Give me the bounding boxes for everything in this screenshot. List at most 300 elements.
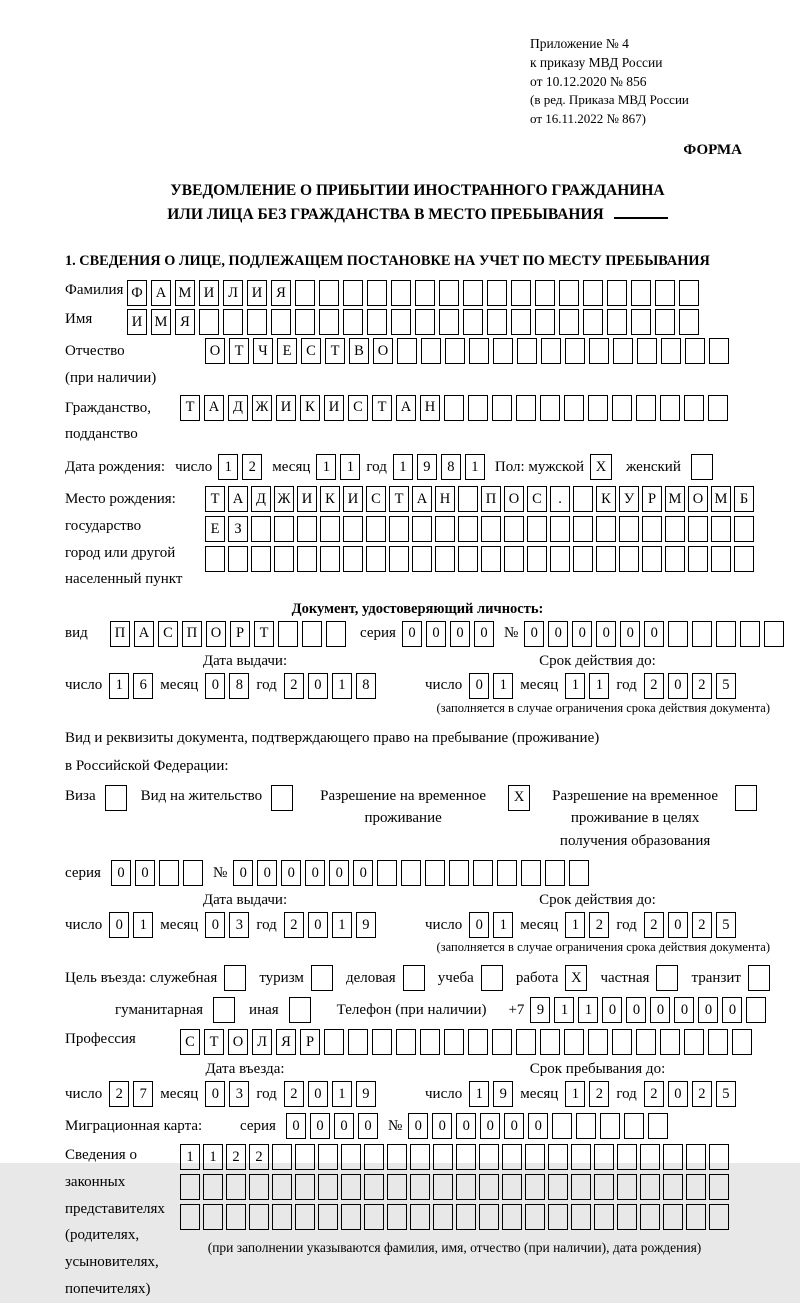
char-cell[interactable]: 1	[316, 454, 336, 480]
char-cell[interactable]	[564, 395, 584, 421]
char-cell[interactable]: О	[205, 338, 225, 364]
char-cell[interactable]	[617, 1204, 637, 1230]
char-cell[interactable]	[412, 546, 432, 572]
char-cell[interactable]	[493, 338, 513, 364]
char-cell[interactable]: 0	[135, 860, 155, 886]
char-cell[interactable]	[343, 280, 363, 306]
char-cell[interactable]	[648, 1113, 668, 1139]
char-cell[interactable]	[571, 1174, 591, 1200]
char-cell[interactable]: 5	[716, 673, 736, 699]
char-cell[interactable]	[527, 516, 547, 542]
char-cell[interactable]: Р	[642, 486, 662, 512]
char-cell[interactable]: 0	[456, 1113, 476, 1139]
char-cell[interactable]	[636, 1029, 656, 1055]
char-cell[interactable]	[732, 1029, 752, 1055]
char-cell[interactable]	[668, 621, 688, 647]
char-cell[interactable]	[410, 1204, 430, 1230]
char-cell[interactable]: .	[550, 486, 570, 512]
char-cell[interactable]: С	[158, 621, 178, 647]
char-cell[interactable]	[387, 1144, 407, 1170]
char-cell[interactable]	[540, 1029, 560, 1055]
char-cell[interactable]: Д	[251, 486, 271, 512]
char-cell[interactable]	[617, 1174, 637, 1200]
char-cell[interactable]: 0	[426, 621, 446, 647]
char-cell[interactable]	[576, 1113, 596, 1139]
char-cell[interactable]	[479, 1144, 499, 1170]
char-cell[interactable]: 1	[332, 912, 352, 938]
char-cell[interactable]: А	[151, 280, 171, 306]
sex-female-checkbox[interactable]	[691, 454, 713, 480]
char-cell[interactable]	[661, 338, 681, 364]
char-cell[interactable]	[439, 280, 459, 306]
char-cell[interactable]	[274, 546, 294, 572]
char-cell[interactable]: 0	[480, 1113, 500, 1139]
char-cell[interactable]	[711, 546, 731, 572]
char-cell[interactable]: 2	[249, 1144, 269, 1170]
char-cell[interactable]	[688, 546, 708, 572]
char-cell[interactable]: 2	[589, 912, 609, 938]
char-cell[interactable]	[517, 338, 537, 364]
char-cell[interactable]	[348, 1029, 368, 1055]
char-cell[interactable]: Т	[372, 395, 392, 421]
char-cell[interactable]	[297, 546, 317, 572]
char-cell[interactable]: М	[151, 309, 171, 335]
char-cell[interactable]: 1	[340, 454, 360, 480]
char-cell[interactable]: С	[527, 486, 547, 512]
char-cell[interactable]: Ж	[252, 395, 272, 421]
char-cell[interactable]	[594, 1174, 614, 1200]
char-cell[interactable]	[535, 309, 555, 335]
char-cell[interactable]	[548, 1144, 568, 1170]
char-cell[interactable]	[709, 1174, 729, 1200]
char-cell[interactable]: И	[276, 395, 296, 421]
char-cell[interactable]: 0	[474, 621, 494, 647]
char-cell[interactable]	[642, 546, 662, 572]
char-cell[interactable]	[199, 309, 219, 335]
char-cell[interactable]: 0	[308, 673, 328, 699]
char-cell[interactable]	[251, 516, 271, 542]
char-cell[interactable]: 0	[524, 621, 544, 647]
char-cell[interactable]: 0	[233, 860, 253, 886]
char-cell[interactable]: 1	[565, 1081, 585, 1107]
char-cell[interactable]: И	[297, 486, 317, 512]
char-cell[interactable]	[548, 1174, 568, 1200]
char-cell[interactable]: Р	[300, 1029, 320, 1055]
char-cell[interactable]	[223, 309, 243, 335]
char-cell[interactable]	[613, 338, 633, 364]
char-cell[interactable]	[535, 280, 555, 306]
option-visa-checkbox[interactable]	[105, 785, 127, 811]
char-cell[interactable]	[511, 280, 531, 306]
char-cell[interactable]: 0	[308, 912, 328, 938]
char-cell[interactable]	[525, 1144, 545, 1170]
char-cell[interactable]: А	[412, 486, 432, 512]
char-cell[interactable]	[481, 546, 501, 572]
char-cell[interactable]: 3	[229, 912, 249, 938]
char-cell[interactable]	[684, 395, 704, 421]
char-cell[interactable]	[502, 1174, 522, 1200]
char-cell[interactable]	[367, 280, 387, 306]
char-cell[interactable]: 0	[668, 1081, 688, 1107]
char-cell[interactable]	[415, 280, 435, 306]
char-cell[interactable]	[559, 280, 579, 306]
char-cell[interactable]	[364, 1174, 384, 1200]
char-cell[interactable]: А	[204, 395, 224, 421]
char-cell[interactable]	[619, 516, 639, 542]
char-cell[interactable]: О	[206, 621, 226, 647]
char-cell[interactable]	[685, 338, 705, 364]
char-cell[interactable]	[711, 516, 731, 542]
char-cell[interactable]	[516, 395, 536, 421]
char-cell[interactable]: П	[481, 486, 501, 512]
char-cell[interactable]	[479, 1174, 499, 1200]
char-cell[interactable]	[343, 309, 363, 335]
char-cell[interactable]: 0	[650, 997, 670, 1023]
char-cell[interactable]: 2	[284, 912, 304, 938]
char-cell[interactable]: 2	[692, 1081, 712, 1107]
char-cell[interactable]	[364, 1204, 384, 1230]
char-cell[interactable]: Л	[223, 280, 243, 306]
char-cell[interactable]: 9	[417, 454, 437, 480]
char-cell[interactable]	[412, 516, 432, 542]
char-cell[interactable]	[341, 1204, 361, 1230]
char-cell[interactable]: 1	[465, 454, 485, 480]
char-cell[interactable]	[183, 860, 203, 886]
char-cell[interactable]: С	[348, 395, 368, 421]
char-cell[interactable]	[343, 516, 363, 542]
char-cell[interactable]	[295, 1144, 315, 1170]
char-cell[interactable]	[746, 997, 766, 1023]
char-cell[interactable]	[571, 1144, 591, 1170]
char-cell[interactable]: 8	[441, 454, 461, 480]
char-cell[interactable]: Т	[180, 395, 200, 421]
char-cell[interactable]	[624, 1113, 644, 1139]
char-cell[interactable]: 0	[668, 912, 688, 938]
char-cell[interactable]: 1	[493, 912, 513, 938]
char-cell[interactable]: М	[175, 280, 195, 306]
char-cell[interactable]: 1	[180, 1144, 200, 1170]
char-cell[interactable]	[504, 546, 524, 572]
char-cell[interactable]	[228, 546, 248, 572]
char-cell[interactable]: Ф	[127, 280, 147, 306]
char-cell[interactable]: О	[504, 486, 524, 512]
char-cell[interactable]	[596, 516, 616, 542]
char-cell[interactable]: Л	[252, 1029, 272, 1055]
char-cell[interactable]	[709, 1144, 729, 1170]
char-cell[interactable]	[397, 338, 417, 364]
char-cell[interactable]: 0	[548, 621, 568, 647]
char-cell[interactable]: 0	[109, 912, 129, 938]
char-cell[interactable]: Е	[277, 338, 297, 364]
char-cell[interactable]	[420, 1029, 440, 1055]
char-cell[interactable]	[295, 280, 315, 306]
char-cell[interactable]	[366, 516, 386, 542]
char-cell[interactable]: 0	[668, 673, 688, 699]
char-cell[interactable]: 9	[493, 1081, 513, 1107]
char-cell[interactable]: 2	[692, 673, 712, 699]
char-cell[interactable]: 0	[353, 860, 373, 886]
char-cell[interactable]	[387, 1204, 407, 1230]
char-cell[interactable]: 8	[229, 673, 249, 699]
char-cell[interactable]	[319, 309, 339, 335]
char-cell[interactable]: 0	[432, 1113, 452, 1139]
char-cell[interactable]	[679, 309, 699, 335]
char-cell[interactable]: К	[596, 486, 616, 512]
char-cell[interactable]	[433, 1144, 453, 1170]
char-cell[interactable]	[433, 1174, 453, 1200]
char-cell[interactable]: Я	[175, 309, 195, 335]
char-cell[interactable]	[583, 309, 603, 335]
char-cell[interactable]: И	[324, 395, 344, 421]
char-cell[interactable]: 0	[674, 997, 694, 1023]
char-cell[interactable]	[479, 1204, 499, 1230]
char-cell[interactable]: О	[688, 486, 708, 512]
char-cell[interactable]	[688, 516, 708, 542]
char-cell[interactable]: 0	[305, 860, 325, 886]
char-cell[interactable]	[502, 1204, 522, 1230]
char-cell[interactable]	[686, 1174, 706, 1200]
char-cell[interactable]: А	[134, 621, 154, 647]
char-cell[interactable]	[589, 338, 609, 364]
char-cell[interactable]: 0	[469, 912, 489, 938]
char-cell[interactable]	[456, 1204, 476, 1230]
char-cell[interactable]: У	[619, 486, 639, 512]
option-residence-permit-checkbox[interactable]	[271, 785, 293, 811]
char-cell[interactable]	[159, 860, 179, 886]
char-cell[interactable]	[734, 546, 754, 572]
char-cell[interactable]: 0	[626, 997, 646, 1023]
char-cell[interactable]	[389, 546, 409, 572]
char-cell[interactable]: П	[110, 621, 130, 647]
char-cell[interactable]: 5	[716, 912, 736, 938]
char-cell[interactable]	[320, 546, 340, 572]
char-cell[interactable]	[596, 546, 616, 572]
char-cell[interactable]	[617, 1144, 637, 1170]
char-cell[interactable]	[433, 1204, 453, 1230]
char-cell[interactable]: 0	[596, 621, 616, 647]
char-cell[interactable]	[318, 1174, 338, 1200]
char-cell[interactable]	[655, 309, 675, 335]
char-cell[interactable]	[367, 309, 387, 335]
char-cell[interactable]	[468, 395, 488, 421]
char-cell[interactable]	[318, 1144, 338, 1170]
purpose-tourism-checkbox[interactable]	[311, 965, 333, 991]
char-cell[interactable]	[550, 546, 570, 572]
char-cell[interactable]	[435, 516, 455, 542]
char-cell[interactable]	[249, 1204, 269, 1230]
char-cell[interactable]	[516, 1029, 536, 1055]
char-cell[interactable]	[435, 546, 455, 572]
char-cell[interactable]: 0	[602, 997, 622, 1023]
char-cell[interactable]	[297, 516, 317, 542]
char-cell[interactable]	[341, 1174, 361, 1200]
char-cell[interactable]	[274, 516, 294, 542]
purpose-humanitarian-checkbox[interactable]	[213, 997, 235, 1023]
char-cell[interactable]: 1	[565, 912, 585, 938]
char-cell[interactable]: 1	[493, 673, 513, 699]
char-cell[interactable]	[573, 516, 593, 542]
char-cell[interactable]: 0	[528, 1113, 548, 1139]
char-cell[interactable]	[487, 280, 507, 306]
char-cell[interactable]	[709, 1204, 729, 1230]
char-cell[interactable]	[272, 1174, 292, 1200]
char-cell[interactable]	[571, 1204, 591, 1230]
char-cell[interactable]	[660, 1029, 680, 1055]
char-cell[interactable]	[203, 1174, 223, 1200]
char-cell[interactable]	[665, 546, 685, 572]
char-cell[interactable]	[449, 860, 469, 886]
char-cell[interactable]	[425, 860, 445, 886]
char-cell[interactable]	[249, 1174, 269, 1200]
char-cell[interactable]	[366, 546, 386, 572]
char-cell[interactable]	[527, 546, 547, 572]
char-cell[interactable]	[716, 621, 736, 647]
char-cell[interactable]	[642, 516, 662, 542]
char-cell[interactable]: Я	[271, 280, 291, 306]
char-cell[interactable]: К	[300, 395, 320, 421]
char-cell[interactable]	[709, 338, 729, 364]
char-cell[interactable]: 1	[332, 1081, 352, 1107]
char-cell[interactable]: 1	[393, 454, 413, 480]
char-cell[interactable]	[564, 1029, 584, 1055]
char-cell[interactable]	[319, 280, 339, 306]
char-cell[interactable]: 0	[504, 1113, 524, 1139]
char-cell[interactable]	[343, 546, 363, 572]
char-cell[interactable]	[456, 1144, 476, 1170]
char-cell[interactable]	[569, 860, 589, 886]
char-cell[interactable]: 1	[589, 673, 609, 699]
purpose-official-checkbox[interactable]	[224, 965, 246, 991]
char-cell[interactable]	[487, 309, 507, 335]
char-cell[interactable]: К	[320, 486, 340, 512]
char-cell[interactable]	[504, 516, 524, 542]
char-cell[interactable]	[612, 395, 632, 421]
char-cell[interactable]	[552, 1113, 572, 1139]
char-cell[interactable]: 1	[554, 997, 574, 1023]
char-cell[interactable]	[521, 860, 541, 886]
char-cell[interactable]	[492, 1029, 512, 1055]
char-cell[interactable]: 9	[356, 912, 376, 938]
char-cell[interactable]	[663, 1174, 683, 1200]
char-cell[interactable]: 0	[205, 912, 225, 938]
char-cell[interactable]	[550, 516, 570, 542]
char-cell[interactable]: 2	[226, 1144, 246, 1170]
char-cell[interactable]	[372, 1029, 392, 1055]
char-cell[interactable]: 6	[133, 673, 153, 699]
char-cell[interactable]	[540, 395, 560, 421]
char-cell[interactable]	[679, 280, 699, 306]
char-cell[interactable]: Т	[229, 338, 249, 364]
char-cell[interactable]: Н	[420, 395, 440, 421]
char-cell[interactable]	[410, 1174, 430, 1200]
char-cell[interactable]	[525, 1174, 545, 1200]
char-cell[interactable]	[594, 1204, 614, 1230]
char-cell[interactable]	[295, 309, 315, 335]
char-cell[interactable]: 0	[358, 1113, 378, 1139]
char-cell[interactable]	[663, 1204, 683, 1230]
char-cell[interactable]: 0	[205, 1081, 225, 1107]
char-cell[interactable]	[686, 1144, 706, 1170]
char-cell[interactable]	[456, 1174, 476, 1200]
char-cell[interactable]: 0	[469, 673, 489, 699]
char-cell[interactable]: Б	[734, 486, 754, 512]
char-cell[interactable]	[684, 1029, 704, 1055]
char-cell[interactable]: Т	[389, 486, 409, 512]
char-cell[interactable]	[391, 280, 411, 306]
char-cell[interactable]	[541, 338, 561, 364]
char-cell[interactable]: 0	[286, 1113, 306, 1139]
char-cell[interactable]: 5	[716, 1081, 736, 1107]
char-cell[interactable]: О	[373, 338, 393, 364]
char-cell[interactable]	[740, 621, 760, 647]
char-cell[interactable]: 0	[329, 860, 349, 886]
char-cell[interactable]	[247, 309, 267, 335]
char-cell[interactable]	[636, 395, 656, 421]
char-cell[interactable]: 0	[698, 997, 718, 1023]
purpose-business-checkbox[interactable]	[403, 965, 425, 991]
char-cell[interactable]	[663, 1144, 683, 1170]
char-cell[interactable]: 2	[284, 673, 304, 699]
char-cell[interactable]	[324, 1029, 344, 1055]
char-cell[interactable]	[640, 1144, 660, 1170]
char-cell[interactable]	[302, 621, 322, 647]
char-cell[interactable]	[468, 1029, 488, 1055]
char-cell[interactable]	[573, 546, 593, 572]
char-cell[interactable]	[692, 621, 712, 647]
char-cell[interactable]	[708, 1029, 728, 1055]
char-cell[interactable]: 1	[332, 673, 352, 699]
char-cell[interactable]: Е	[205, 516, 225, 542]
char-cell[interactable]	[525, 1204, 545, 1230]
char-cell[interactable]	[415, 309, 435, 335]
char-cell[interactable]	[640, 1204, 660, 1230]
char-cell[interactable]: 1	[133, 912, 153, 938]
char-cell[interactable]	[272, 1144, 292, 1170]
char-cell[interactable]	[708, 395, 728, 421]
char-cell[interactable]: 0	[402, 621, 422, 647]
char-cell[interactable]: П	[182, 621, 202, 647]
char-cell[interactable]: В	[349, 338, 369, 364]
char-cell[interactable]	[271, 309, 291, 335]
char-cell[interactable]: 1	[218, 454, 238, 480]
char-cell[interactable]: 2	[589, 1081, 609, 1107]
char-cell[interactable]: Т	[325, 338, 345, 364]
char-cell[interactable]	[502, 1144, 522, 1170]
char-cell[interactable]	[686, 1204, 706, 1230]
char-cell[interactable]	[588, 395, 608, 421]
char-cell[interactable]: 8	[356, 673, 376, 699]
char-cell[interactable]	[396, 1029, 416, 1055]
char-cell[interactable]: 3	[229, 1081, 249, 1107]
char-cell[interactable]	[665, 516, 685, 542]
char-cell[interactable]: 1	[109, 673, 129, 699]
char-cell[interactable]	[619, 546, 639, 572]
char-cell[interactable]	[583, 280, 603, 306]
sex-male-checkbox[interactable]: X	[590, 454, 612, 480]
char-cell[interactable]	[439, 309, 459, 335]
char-cell[interactable]	[203, 1204, 223, 1230]
char-cell[interactable]: Ж	[274, 486, 294, 512]
char-cell[interactable]	[444, 1029, 464, 1055]
char-cell[interactable]: А	[396, 395, 416, 421]
char-cell[interactable]	[594, 1144, 614, 1170]
char-cell[interactable]	[640, 1174, 660, 1200]
char-cell[interactable]	[588, 1029, 608, 1055]
char-cell[interactable]	[492, 395, 512, 421]
char-cell[interactable]	[226, 1174, 246, 1200]
char-cell[interactable]	[463, 309, 483, 335]
char-cell[interactable]	[631, 309, 651, 335]
